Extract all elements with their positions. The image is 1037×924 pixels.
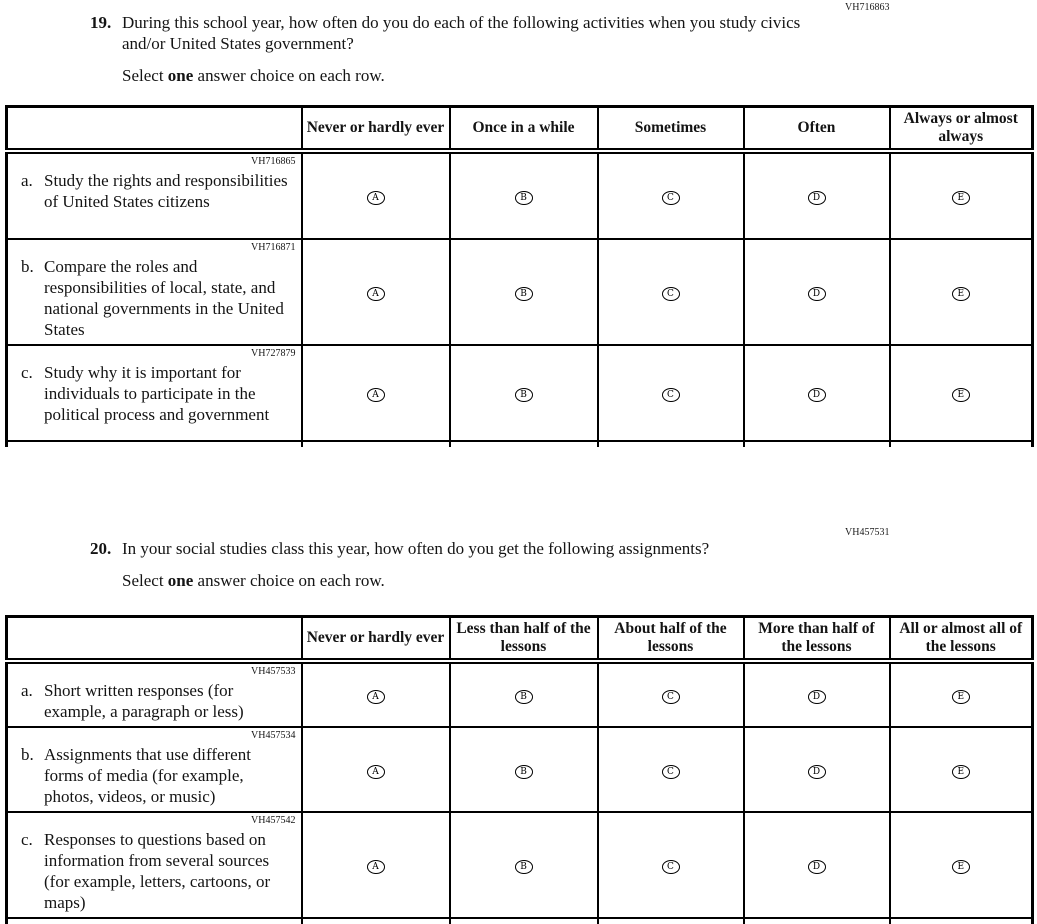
instruction-post: answer choice on each row. — [193, 571, 385, 590]
clipped-cell — [890, 918, 1033, 924]
answer-bubble-e[interactable]: E — [952, 191, 970, 205]
answer-bubble-c[interactable]: C — [662, 287, 680, 301]
question-19-text: During this school year, how often do you do each of the following activities when you study civics and/or United States government? — [122, 13, 801, 53]
row-text: Compare the roles and responsibilities of local, state, and national governments in the United States — [44, 257, 284, 339]
row-header-cell — [7, 151, 302, 239]
instruction-pre: Select — [122, 66, 168, 85]
row-text: Assignments that use different forms of media (for example, photos, videos, or music) — [44, 745, 251, 806]
answer-bubble-e[interactable]: E — [952, 287, 970, 301]
table-corner-cell — [7, 617, 302, 662]
column-header: Never or hardly ever — [302, 107, 450, 152]
clipped-next-row — [7, 918, 1033, 924]
option-cell — [744, 345, 890, 441]
question-19 — [90, 12, 817, 86]
option-cell — [890, 151, 1033, 239]
column-header: Less than half of the lessons — [450, 617, 598, 662]
clipped-cell — [744, 918, 890, 924]
answer-bubble-d[interactable]: D — [808, 287, 826, 301]
column-header: Once in a while — [450, 107, 598, 152]
answer-bubble-c[interactable]: C — [662, 765, 680, 779]
answer-bubble-b[interactable]: B — [515, 860, 533, 874]
row-variable-code: VH716871 — [251, 242, 296, 253]
answer-bubble-b[interactable]: B — [515, 191, 533, 205]
option-cell — [302, 239, 450, 345]
clipped-cell — [598, 441, 744, 447]
option-cell — [598, 345, 744, 441]
clipped-cell — [890, 441, 1033, 447]
answer-bubble-d[interactable]: D — [808, 860, 826, 874]
table-corner-cell — [7, 107, 302, 152]
answer-bubble-a[interactable]: A — [367, 860, 385, 874]
option-cell — [450, 239, 598, 345]
option-cell — [744, 661, 890, 727]
column-header: Never or hardly ever — [302, 617, 450, 662]
answer-bubble-b[interactable]: B — [515, 287, 533, 301]
option-cell — [890, 239, 1033, 345]
option-cell — [450, 345, 598, 441]
answer-bubble-a[interactable]: A — [367, 388, 385, 402]
row-letter: a. — [21, 681, 33, 700]
option-cell — [598, 239, 744, 345]
answer-bubble-a[interactable]: A — [367, 191, 385, 205]
answer-bubble-e[interactable]: E — [952, 860, 970, 874]
option-cell — [450, 727, 598, 812]
table-row — [7, 727, 1033, 812]
column-header: Always or almost always — [890, 107, 1033, 152]
column-header: All or almost all of the lessons — [890, 617, 1033, 662]
option-cell — [450, 812, 598, 918]
option-cell — [302, 151, 450, 239]
row-header-cell — [7, 345, 302, 441]
answer-bubble-c[interactable]: C — [662, 388, 680, 402]
table-row — [7, 345, 1033, 441]
option-cell — [302, 345, 450, 441]
answer-bubble-d[interactable]: D — [808, 690, 826, 704]
answer-bubble-a[interactable]: A — [367, 765, 385, 779]
row-header-cell — [7, 661, 302, 727]
clipped-cell — [7, 918, 302, 924]
answer-bubble-e[interactable]: E — [952, 765, 970, 779]
row-variable-code: VH727879 — [251, 348, 296, 359]
answer-bubble-e[interactable]: E — [952, 690, 970, 704]
instruction-bold: one — [167, 66, 194, 85]
row-header-cell — [7, 727, 302, 812]
column-header: More than half of the lessons — [744, 617, 890, 662]
clipped-cell — [744, 441, 890, 447]
column-header: Often — [744, 107, 890, 152]
row-text: Study why it is important for individuals to participate in the political process and government — [44, 363, 270, 424]
option-cell — [890, 661, 1033, 727]
answer-bubble-d[interactable]: D — [808, 388, 826, 402]
clipped-cell — [450, 918, 598, 924]
question-20 — [90, 538, 817, 591]
clipped-cell — [302, 918, 450, 924]
option-cell — [302, 812, 450, 918]
row-header-cell — [7, 812, 302, 918]
option-cell — [890, 345, 1033, 441]
option-cell — [450, 661, 598, 727]
row-variable-code: VH457542 — [251, 815, 296, 826]
row-letter: b. — [21, 745, 34, 764]
row-letter: a. — [21, 171, 33, 190]
row-variable-code: VH716865 — [251, 156, 296, 167]
row-letter: c. — [21, 363, 33, 382]
question-19-instruction — [122, 65, 817, 86]
clipped-cell — [7, 441, 302, 447]
question-19-response-table — [5, 105, 1034, 447]
question-19-number: 19. — [90, 13, 112, 32]
table-row — [7, 151, 1033, 239]
option-cell — [598, 151, 744, 239]
option-cell — [450, 151, 598, 239]
question-20-response-table — [5, 615, 1034, 924]
option-cell — [890, 727, 1033, 812]
row-text: Responses to questions based on information from several sources (for example, letters, cartoons, or maps) — [44, 830, 271, 912]
answer-bubble-c[interactable]: C — [662, 191, 680, 205]
answer-bubble-d[interactable]: D — [808, 191, 826, 205]
answer-bubble-a[interactable]: A — [367, 690, 385, 704]
answer-bubble-b[interactable]: B — [515, 690, 533, 704]
answer-bubble-e[interactable]: E — [952, 388, 970, 402]
row-letter: c. — [21, 830, 33, 849]
option-cell — [744, 151, 890, 239]
clipped-cell — [302, 441, 450, 447]
instruction-bold: one — [167, 571, 194, 590]
question-20-number: 20. — [90, 539, 112, 558]
option-cell — [598, 727, 744, 812]
option-cell — [744, 727, 890, 812]
clipped-cell — [598, 918, 744, 924]
question-20-variable-code: VH457531 — [845, 527, 890, 538]
option-cell — [890, 812, 1033, 918]
answer-bubble-b[interactable]: B — [515, 388, 533, 402]
column-header: About half of the lessons — [598, 617, 744, 662]
clipped-next-row — [7, 441, 1033, 447]
answer-bubble-c[interactable]: C — [662, 690, 680, 704]
instruction-post: answer choice on each row. — [193, 66, 385, 85]
row-variable-code: VH457534 — [251, 730, 296, 741]
option-cell — [744, 812, 890, 918]
row-variable-code: VH457533 — [251, 666, 296, 677]
option-cell — [302, 661, 450, 727]
option-cell — [302, 727, 450, 812]
row-text: Short written responses (for example, a paragraph or less) — [44, 681, 244, 721]
row-header-cell — [7, 239, 302, 345]
answer-bubble-d[interactable]: D — [808, 765, 826, 779]
instruction-pre: Select — [122, 571, 168, 590]
question-19-variable-code: VH716863 — [845, 2, 890, 13]
option-cell — [598, 812, 744, 918]
answer-bubble-b[interactable]: B — [515, 765, 533, 779]
table-row — [7, 239, 1033, 345]
question-20-text: In your social studies class this year, how often do you get the following assignments? — [122, 539, 710, 558]
clipped-cell — [450, 441, 598, 447]
row-text: Study the rights and responsibilities of United States citizens — [44, 171, 288, 211]
column-header: Sometimes — [598, 107, 744, 152]
table-row — [7, 661, 1033, 727]
option-cell — [598, 661, 744, 727]
table-row — [7, 812, 1033, 918]
option-cell — [744, 239, 890, 345]
row-letter: b. — [21, 257, 34, 276]
question-20-instruction — [122, 570, 817, 591]
answer-bubble-c[interactable]: C — [662, 860, 680, 874]
answer-bubble-a[interactable]: A — [367, 287, 385, 301]
